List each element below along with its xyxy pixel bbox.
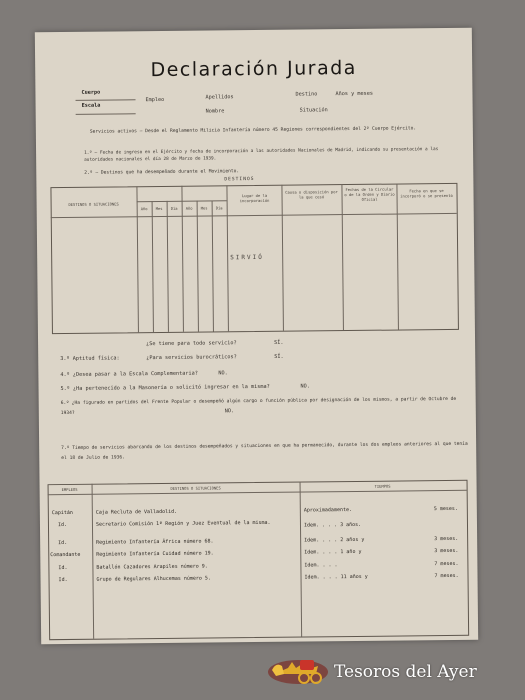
q6-question: 6.º ¿Ha figurado en partidos del Frente Popular o desempeñó algún cargo o función pública por designación de los mismos, a partir de Octubre de 1934? (60, 396, 457, 417)
tiempos-table (48, 480, 470, 640)
th-year-2: Año (185, 205, 193, 211)
row-empleo: Id. (58, 576, 68, 584)
row-destino: Regimiento Infantería Cuidad número 19. (96, 550, 214, 558)
row-empleo: Id. (58, 539, 68, 547)
q7-question: 7.º Tiempo de servicios abarcando de los destinos desempeñados y situaciones en que ha permanecido, durante los dos empleos anteriores al que tenía el 18 de Julio de 1936. (61, 441, 468, 462)
row-tiempo: Aproximadamente. (303, 507, 353, 514)
underline (76, 113, 136, 115)
header-field-cuerpo: Cuerpo (81, 89, 101, 96)
q4-question: 4.º ¿Desea pasar a la Escala Complementaria? (60, 370, 198, 379)
q3-a-answer: SÍ. (274, 339, 284, 346)
th2-destinos: DESTINOS O SITUACIONES (170, 485, 221, 491)
service-line: Servicios activos — Desde el Reglamento Milicia Infantería número 45 Regiones correspondientes del 2º Cuerpo Ejército. (89, 126, 417, 135)
row-tiempo: Idem. . . . 2 años y (304, 536, 365, 544)
document-sheet (35, 28, 478, 645)
row-duracion: 3 meses. (434, 547, 459, 555)
row-empleo: Id. (57, 521, 68, 529)
th-month-2: Mes (200, 205, 208, 211)
th-day-2: Día (215, 205, 223, 211)
q3-b-question: ¿Para servicios burocráticos? (146, 354, 237, 362)
row-destino: Grupo de Regulares Alhucemas número 5. (96, 575, 211, 583)
row-tiempo: Idem. . . . 3 años. (303, 521, 362, 529)
section-1-text: 1.º — Fecha de ingreso en el Ejército y fecha de incorporación a las autoridades Nacionales de Madrid, indicando su presentación a las autoridades nacionales el día 28 de Marzo de 1939. (84, 147, 439, 163)
th2-empleos: EMPLEOS (61, 486, 78, 493)
row-destino: Regimiento Infantería África número 68. (96, 538, 214, 546)
row-empleo: Capitán (51, 509, 73, 517)
underline (76, 99, 136, 101)
store-watermark (266, 654, 511, 690)
th-day-1: Día (170, 205, 178, 211)
header-field-anos: Años y meses (335, 90, 373, 98)
th-destinos: DESTINOS O SITUACIONES (68, 201, 119, 207)
document-title: Declaración Jurada (150, 56, 358, 82)
row-tiempo: Idem. . . . 1 año y (304, 548, 362, 556)
row-duracion: 5 meses. (433, 505, 458, 513)
th-fechas: Fechas de la Circular o de la Orden y Diario Oficial (344, 186, 395, 202)
q4-answer: NO. (218, 370, 228, 377)
row-duracion: 7 meses. (434, 560, 459, 568)
q3-b-answer: SÍ. (274, 353, 284, 360)
th-incorporo: Fecha en que se incorporó o se presentó (400, 188, 453, 199)
header-field-escala: Escala (81, 102, 101, 109)
table-caption: DESTINOS (224, 177, 255, 183)
row-tiempo: Idem. . . . (304, 562, 338, 569)
th-month-1: Mes (155, 205, 163, 212)
header-field-empleo: Empleo (145, 96, 165, 104)
row-empleo: Id. (58, 564, 68, 572)
watermark-text: Tesoros del Ayer (334, 662, 477, 682)
q6-answer: NO. (224, 408, 235, 415)
row-destino: Secretario Comisión 1ª Región y Juez Eventual de la misma. (95, 519, 271, 528)
q3-a-question: ¿Se tiene para todo servicio? (146, 340, 237, 348)
header-field-nombre: Nombre (205, 108, 225, 115)
th-lugar: Lugar de la incorporación (239, 192, 270, 204)
th2-tiempos: TIEMPOS (374, 483, 391, 489)
row-tiempo: Idem. . . . 11 años y (304, 573, 368, 581)
th-year-1: Año (140, 206, 148, 212)
q3-label: 3.º Aptitud física: (60, 355, 120, 363)
q5-answer: NO. (300, 383, 310, 390)
header-field-apellidos: Apellidos (205, 94, 234, 101)
section-2-text: 2.º — Destinos que ha desempeñado durante el Movimiento. (84, 169, 240, 176)
header-field-destino: Destino (295, 91, 318, 98)
row-destino: Batallón Cazadores Arapiles número 9. (96, 563, 208, 571)
th-causa: Causa o disposición por la que cesó (285, 189, 338, 200)
q5-question: 5.º ¿Ha pertenecido a la Masonería o solicitó ingresar en la misma? (60, 383, 270, 393)
table-stamp: SIRVIÓ (230, 253, 264, 262)
row-duracion: 3 meses. (434, 535, 459, 543)
row-empleo: Comandante (50, 551, 81, 559)
row-duracion: 7 meses. (434, 572, 459, 580)
header-field-situacion: Situación (299, 107, 328, 114)
row-destino: Caja Recluta de Valladolid. (95, 508, 178, 516)
